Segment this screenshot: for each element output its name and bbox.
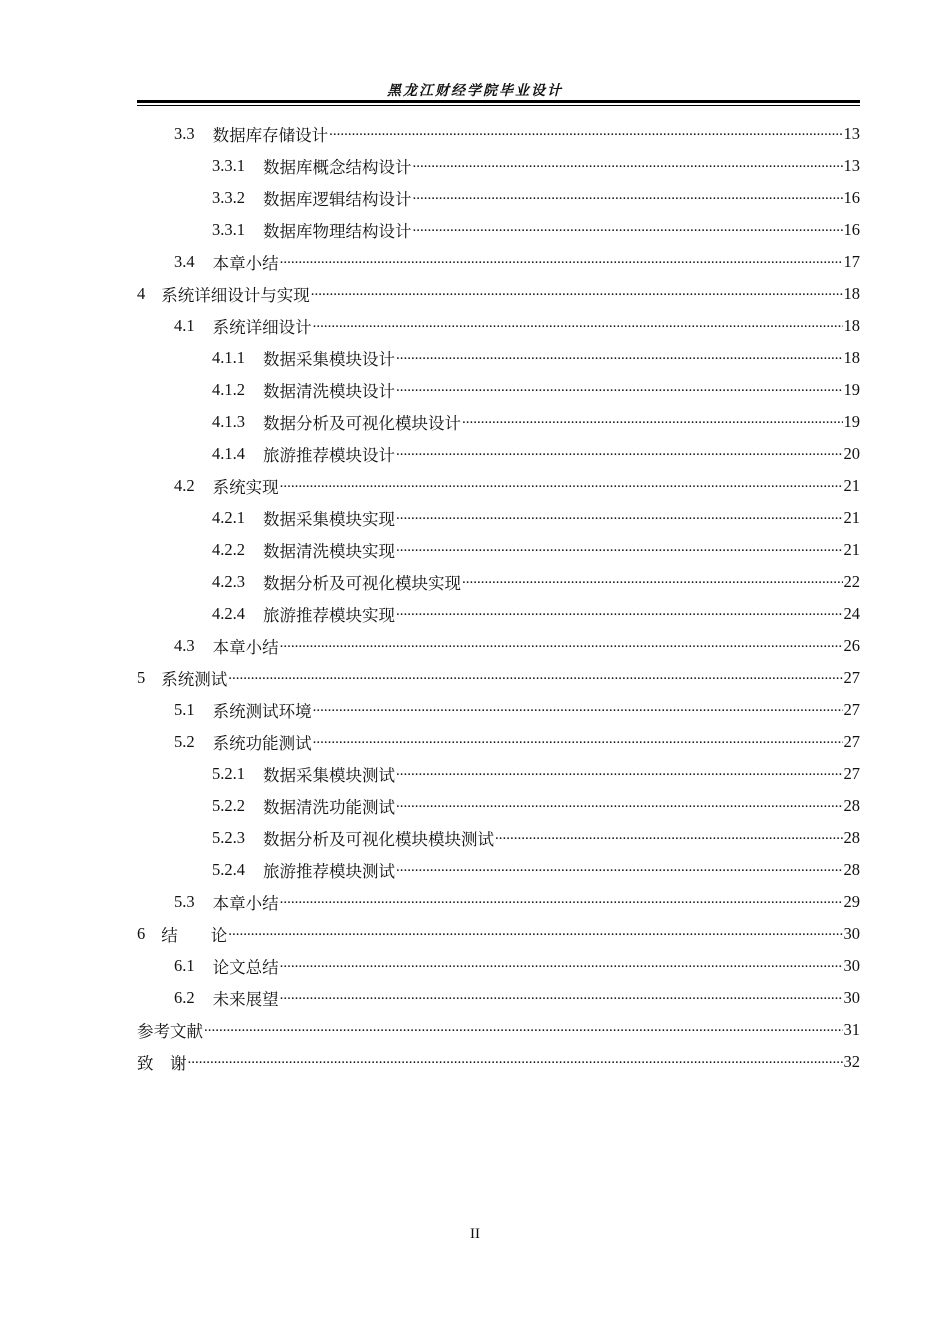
toc-entry-number: 6 [137,924,146,943]
toc-entry[interactable] [137,214,860,246]
toc-entry-page: 29 [843,892,860,911]
toc-entry-title: 未来展望 [212,990,279,1009]
toc-entry-page: 27 [843,668,860,687]
toc-entry[interactable] [137,918,860,950]
toc-entry[interactable] [137,406,860,438]
toc-dot-leader [396,541,843,559]
toc-dot-leader [329,125,842,143]
toc-entry-number: 4.1 [174,316,195,335]
toc-dot-leader [462,573,843,591]
toc-dot-leader [396,509,843,527]
toc-dot-leader [396,381,843,399]
toc-entry-number: 4.2 [174,476,195,495]
toc-entry-title: 数据采集模块测试 [263,766,395,785]
toc-dot-leader [413,157,843,175]
toc-entry-page: 18 [843,284,860,303]
toc-entry[interactable] [137,1046,860,1078]
toc-dot-leader [462,413,843,431]
toc-dot-leader [396,861,843,879]
toc-dot-leader [188,1053,843,1071]
toc-dot-leader [396,797,843,815]
toc-entry-number: 5.2.3 [212,828,245,847]
toc-entry[interactable] [137,662,860,694]
toc-entry-page: 30 [843,924,860,943]
toc-dot-leader [413,221,843,239]
toc-entry-number: 4.2.3 [212,572,245,591]
toc-entry[interactable] [137,150,860,182]
page-number: II [470,1226,480,1242]
toc-entry[interactable] [137,598,860,630]
toc-entry[interactable] [137,310,860,342]
toc-entry-number: 4.2.2 [212,540,245,559]
toc-entry-number: 4.1.2 [212,380,245,399]
toc-dot-leader [228,669,842,687]
toc-entry-number: 4.1.4 [212,444,245,463]
toc-entry-page: 13 [843,124,860,143]
toc-entry-title: 系统详细设计与实现 [161,286,310,305]
toc-entry-number: 5.1 [174,700,195,719]
toc-entry-number: 3.3.1 [212,220,245,239]
toc-entry-title: 数据采集模块设计 [263,350,395,369]
toc-entry[interactable] [137,566,860,598]
toc-dot-leader [280,637,843,655]
toc-entry[interactable] [137,118,860,150]
toc-entry-number: 4.1.1 [212,348,245,367]
toc-entry[interactable] [137,758,860,790]
toc-entry[interactable] [137,854,860,886]
toc-dot-leader [396,765,843,783]
toc-entry-title: 数据分析及可视化模块实现 [263,574,461,593]
toc-dot-leader [396,445,843,463]
toc-entry-title: 数据库概念结构设计 [263,158,412,177]
toc-dot-leader [280,893,843,911]
toc-entry-number: 6.2 [174,988,195,1007]
toc-entry-page: 19 [843,380,860,399]
toc-entry-page: 20 [843,444,860,463]
toc-dot-leader [396,605,843,623]
toc-entry[interactable] [137,822,860,854]
toc-entry[interactable] [137,502,860,534]
toc-entry[interactable] [137,182,860,214]
toc-entry-number: 4.3 [174,636,195,655]
toc-entry-title: 参考文献 [137,1022,203,1041]
toc-dot-leader [313,733,843,751]
toc-entry-number: 3.3.1 [212,156,245,175]
toc-dot-leader [313,317,843,335]
toc-dot-leader [495,829,843,847]
toc-entry-page: 24 [843,604,860,623]
toc-entry-number: 3.4 [174,252,195,271]
toc-entry-title: 系统测试 [161,670,228,689]
toc-dot-leader [280,253,843,271]
toc-entry-title: 本章小结 [212,894,279,913]
toc-entry-title: 数据库逻辑结构设计 [263,190,412,209]
toc-entry-page: 28 [843,828,860,847]
toc-entry-title: 旅游推荐模块实现 [263,606,395,625]
toc-entry-title: 数据分析及可视化模块设计 [263,414,461,433]
toc-entry-number: 5 [137,668,146,687]
toc-entry-number: 5.2.2 [212,796,245,815]
toc-entry-page: 18 [843,316,860,335]
toc-entry-page: 22 [843,572,860,591]
toc-entry[interactable] [137,790,860,822]
toc-entry-page: 16 [843,220,860,239]
toc-entry[interactable] [137,246,860,278]
toc-entry-page: 27 [843,764,860,783]
toc-entry-number: 5.3 [174,892,195,911]
toc-entry-number: 5.2 [174,732,195,751]
toc-entry-title: 结 论 [161,926,228,945]
toc-entry-title: 数据清洗模块实现 [263,542,395,561]
toc-entry[interactable] [137,982,860,1014]
toc-entry-number: 4.2.1 [212,508,245,527]
toc-entry-page: 28 [843,860,860,879]
header-rule-thick [137,100,860,103]
toc-entry-title: 旅游推荐模块测试 [263,862,395,881]
toc-entry-number: 4 [137,284,146,303]
table-of-contents [137,118,860,1078]
toc-entry-title: 数据清洗模块设计 [263,382,395,401]
toc-entry[interactable] [137,950,860,982]
toc-entry-title: 数据库物理结构设计 [263,222,412,241]
toc-entry-title: 系统测试环境 [212,702,312,721]
toc-entry-title: 数据采集模块实现 [263,510,395,529]
toc-entry-page: 17 [843,252,860,271]
toc-dot-leader [280,989,843,1007]
header-rule-thin [137,105,860,106]
toc-entry-page: 31 [843,1020,860,1039]
toc-entry-number: 3.3 [174,124,195,143]
toc-entry[interactable] [137,278,860,310]
toc-entry[interactable] [137,534,860,566]
toc-dot-leader [280,477,843,495]
toc-entry-page: 21 [843,540,860,559]
toc-entry-title: 系统详细设计 [212,318,312,337]
toc-entry-page: 27 [843,700,860,719]
toc-entry-number: 4.2.4 [212,604,245,623]
toc-entry[interactable] [137,342,860,374]
toc-dot-leader [204,1021,843,1039]
toc-entry-page: 18 [843,348,860,367]
toc-entry-number: 5.2.4 [212,860,245,879]
toc-entry-title: 本章小结 [212,254,279,273]
toc-dot-leader [311,285,843,303]
toc-entry[interactable] [137,438,860,470]
toc-entry-number: 4.1.3 [212,412,245,431]
toc-entry-title: 数据清洗功能测试 [263,798,395,817]
toc-entry-title: 数据分析及可视化模块模块测试 [263,830,494,849]
toc-entry[interactable] [137,694,860,726]
toc-dot-leader [396,349,843,367]
toc-entry[interactable] [137,470,860,502]
toc-entry-page: 32 [843,1052,860,1071]
toc-entry-title: 致 谢 [137,1054,187,1073]
toc-entry[interactable] [137,726,860,758]
page-header-title: 黑龙江财经学院毕业设计 [387,83,563,99]
toc-entry-title: 系统功能测试 [212,734,312,753]
toc-entry-page: 19 [843,412,860,431]
toc-entry-page: 21 [843,476,860,495]
toc-entry[interactable] [137,374,860,406]
toc-dot-leader [313,701,843,719]
toc-dot-leader [280,957,843,975]
toc-entry[interactable] [137,886,860,918]
toc-entry-number: 3.3.2 [212,188,245,207]
toc-entry-title: 系统实现 [212,478,279,497]
toc-entry-page: 13 [843,156,860,175]
toc-entry-number: 5.2.1 [212,764,245,783]
toc-entry-title: 数据库存储设计 [212,126,329,145]
toc-entry-page: 16 [843,188,860,207]
toc-entry-page: 30 [843,988,860,1007]
toc-entry-number: 6.1 [174,956,195,975]
toc-entry-page: 21 [843,508,860,527]
toc-entry-title: 论文总结 [212,958,279,977]
toc-entry-page: 26 [843,636,860,655]
toc-entry-page: 27 [843,732,860,751]
toc-entry-title: 旅游推荐模块设计 [263,446,395,465]
toc-dot-leader [413,189,843,207]
toc-entry-page: 28 [843,796,860,815]
toc-dot-leader [228,925,842,943]
toc-entry-title: 本章小结 [212,638,279,657]
toc-entry-page: 30 [843,956,860,975]
toc-entry[interactable] [137,630,860,662]
toc-entry[interactable] [137,1014,860,1046]
